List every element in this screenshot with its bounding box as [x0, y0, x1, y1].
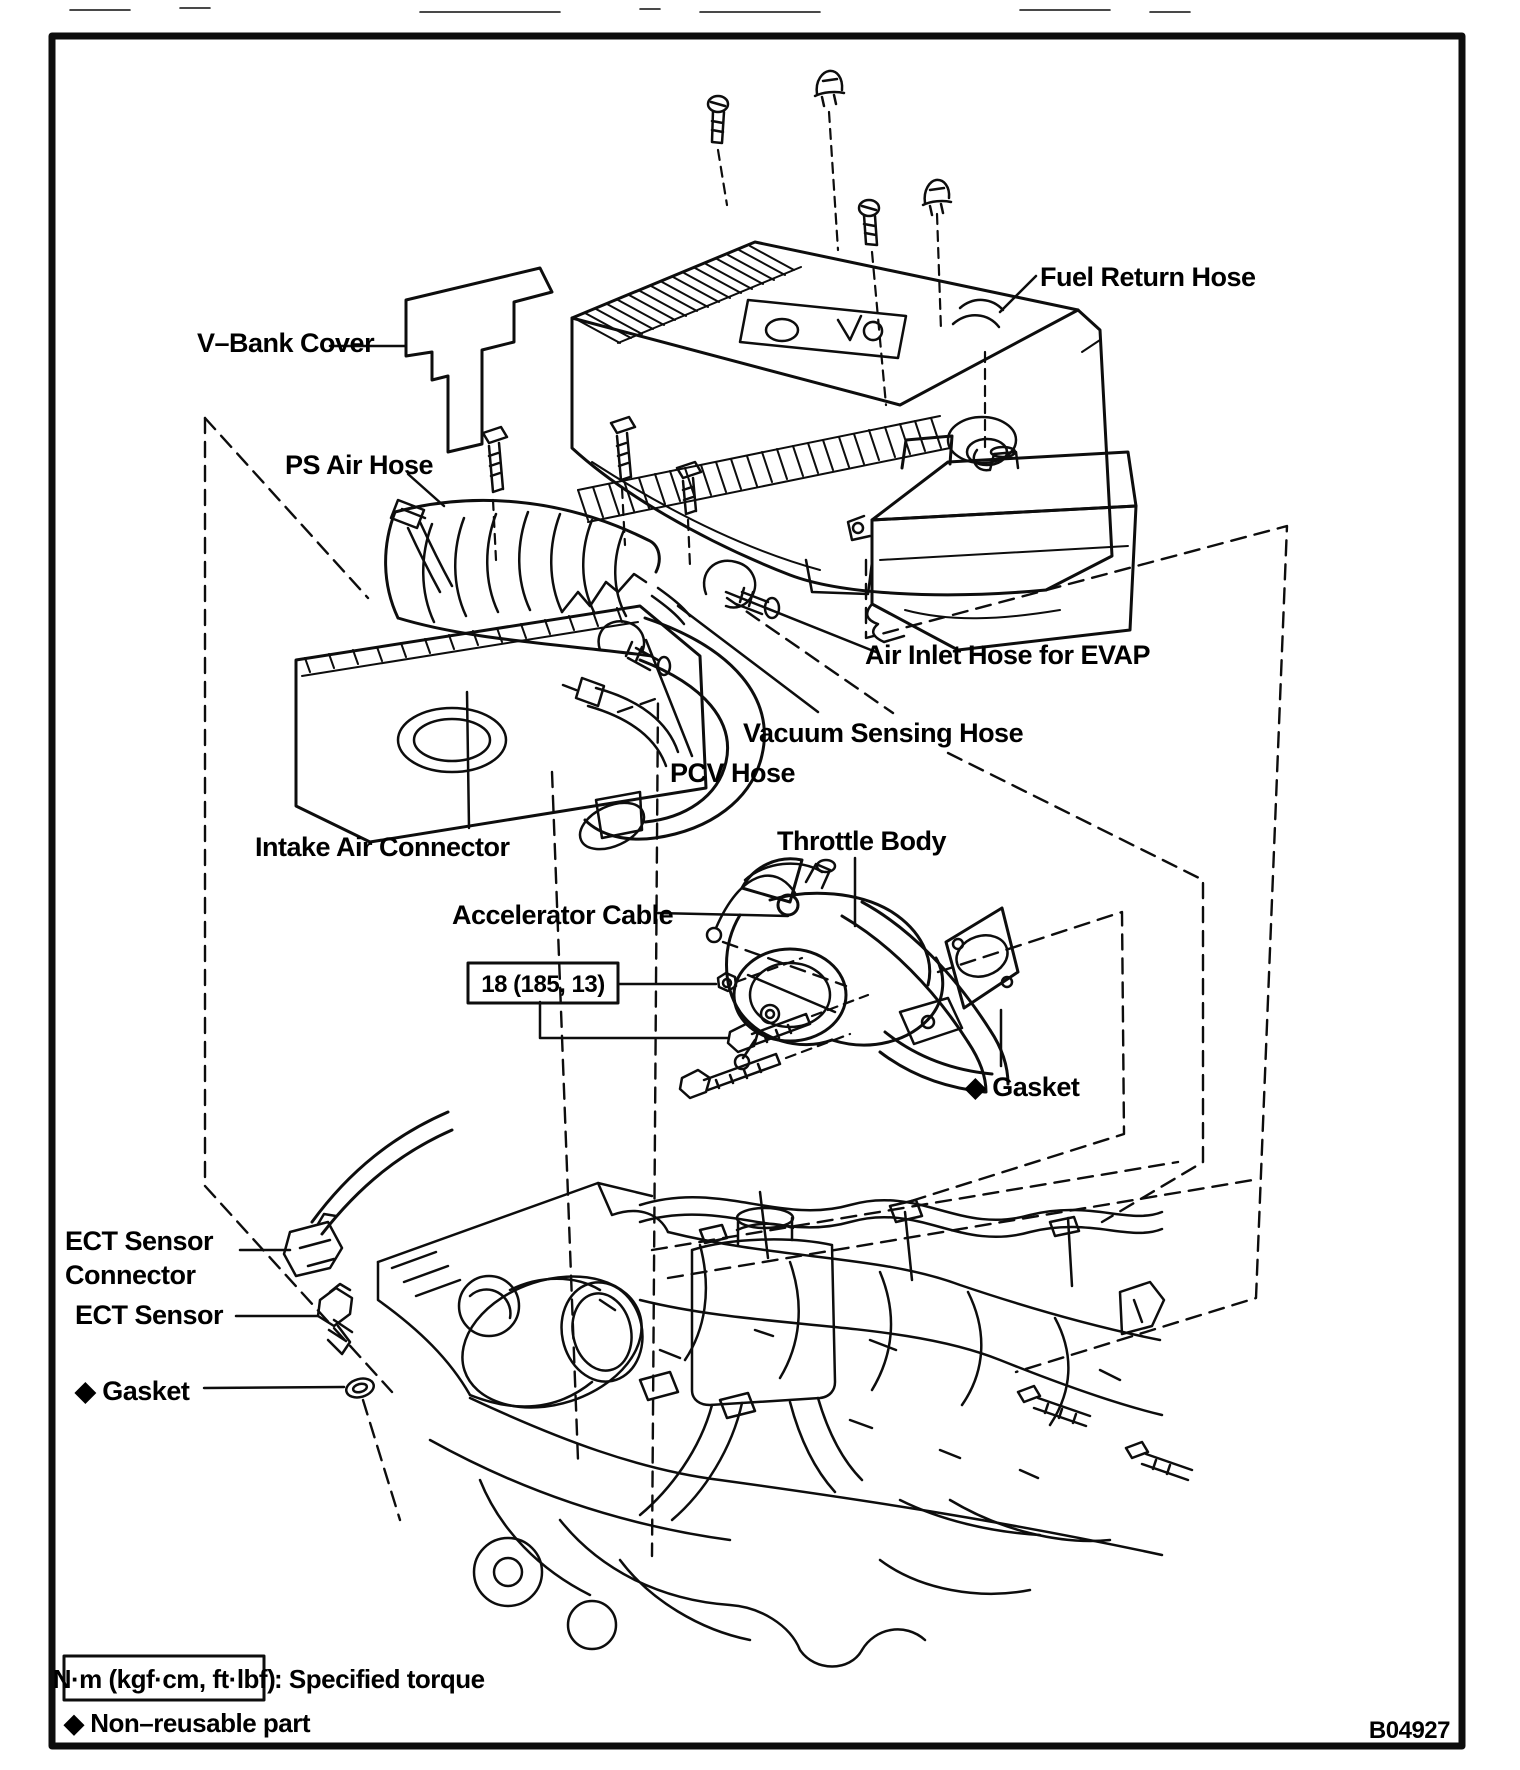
engine-overview-art	[378, 1183, 1192, 1667]
torque-spec-box	[468, 963, 618, 1003]
label-ps-air-hose: PS Air Hose	[285, 450, 434, 480]
accelerator-cable-art	[707, 876, 795, 942]
air-cleaner-bolt-icon	[611, 417, 635, 480]
label-fuel-return-hose: Fuel Return Hose	[1040, 262, 1256, 292]
label-intake-air-connector: Intake Air Connector	[255, 832, 510, 862]
legend	[53, 1656, 1450, 1744]
label-air-inlet-hose-evap: Air Inlet Hose for EVAP	[865, 640, 1151, 670]
throttle-washer-icon	[761, 1005, 779, 1023]
torque-spec-value: 18 (185, 13)	[481, 971, 605, 998]
v-bank-cover-art	[406, 242, 1112, 595]
air-cleaner-cap-art	[848, 436, 1136, 650]
legend-non-reusable: ◆ Non–reusable part	[64, 1708, 311, 1738]
cover-clip-icon	[815, 71, 844, 106]
air-cleaner-bolt-icon	[483, 427, 507, 492]
label-gasket-ect: ◆ Gasket	[75, 1376, 190, 1406]
label-vacuum-sensing-hose: Vacuum Sensing Hose	[743, 718, 1024, 748]
vacuum-sensing-hose-art	[652, 588, 690, 624]
cover-clip-icon	[923, 180, 951, 215]
throttle-gasket-art	[946, 908, 1018, 1008]
intake-air-connector-art	[296, 500, 764, 858]
figure-code: B04927	[1368, 1717, 1450, 1744]
ect-sensor-art	[318, 1284, 352, 1354]
label-ect-sensor-connector-line1: ECT Sensor	[65, 1226, 214, 1256]
ect-sensor-connector-art	[284, 1112, 452, 1276]
label-ect-sensor: ECT Sensor	[75, 1300, 224, 1330]
cover-bolt-icon	[708, 96, 728, 143]
label-accelerator-cable: Accelerator Cable	[452, 900, 674, 930]
throttle-bolt-icon	[680, 1054, 780, 1098]
throttle-bolt-icon	[728, 1014, 810, 1052]
fuel-return-hose-art	[953, 300, 1003, 470]
ps-air-hose-art	[391, 500, 452, 592]
part-labels	[65, 262, 1256, 1406]
label-gasket-throttle: ◆ Gasket	[965, 1072, 1080, 1102]
cover-bolt-icon	[859, 200, 879, 245]
label-pcv-hose: PCV Hose	[670, 758, 796, 788]
legend-torque-unit: N·m (kgf·cm, ft·lbf)	[52, 1664, 276, 1694]
label-v-bank-cover: V–Bank Cover	[197, 328, 375, 358]
legend-torque-desc: : Specified torque	[274, 1664, 485, 1694]
label-ect-sensor-connector-line2: Connector	[65, 1260, 196, 1290]
label-throttle-body: Throttle Body	[777, 826, 946, 856]
ect-gasket-art	[344, 1376, 376, 1401]
